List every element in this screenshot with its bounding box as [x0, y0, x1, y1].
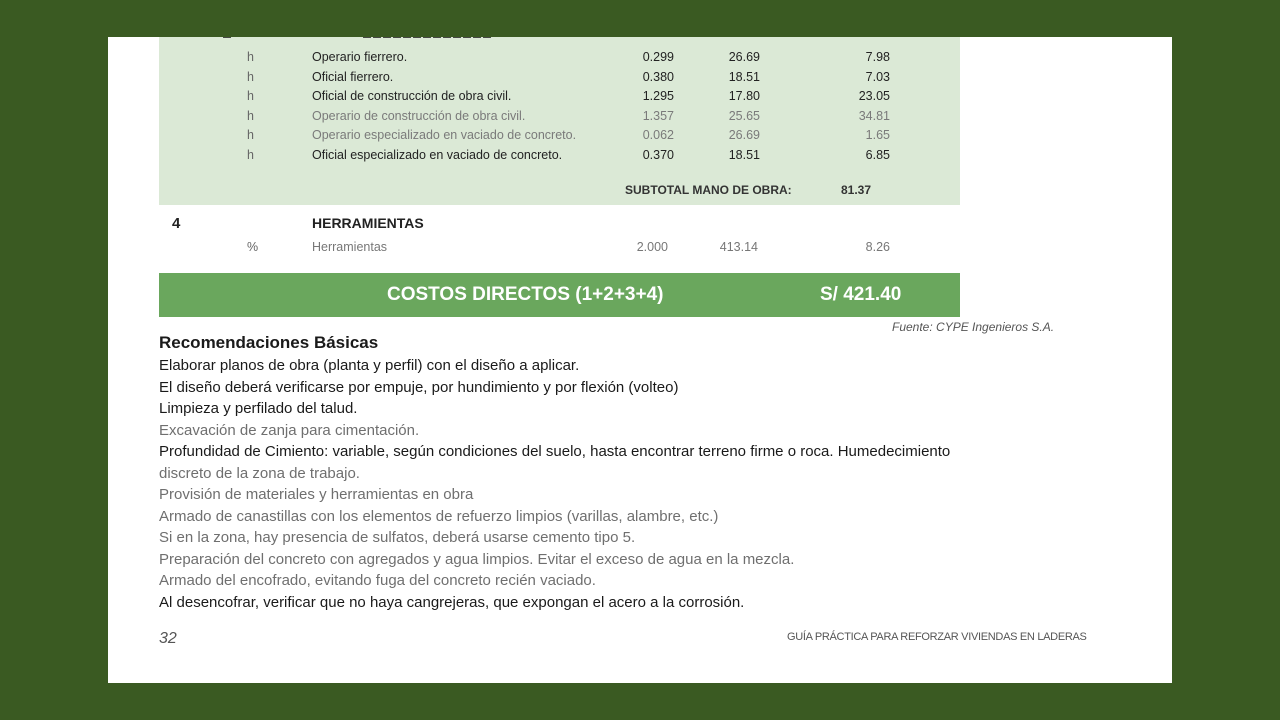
unit-price-cell: 17.80 — [728, 89, 760, 103]
total-cell: 8.26 — [865, 240, 890, 254]
recommendation-item: Limpieza y perfilado del talud. — [159, 400, 358, 417]
unit-cell: h — [247, 89, 254, 103]
direct-costs-value: S/ 421.40 — [820, 284, 902, 305]
unit-cell: h — [247, 147, 254, 162]
labor-row — [108, 70, 1172, 88]
source-note: Fuente: CYPE Ingenieros S.A. — [892, 320, 1055, 334]
labor-row — [108, 89, 1172, 107]
subtotal-value: 81.37 — [841, 183, 872, 197]
description-cell: Herramientas — [312, 240, 388, 254]
page-number: 32 — [159, 630, 177, 647]
labor-row — [108, 50, 1172, 68]
unit-price-cell: 26.69 — [728, 50, 760, 64]
unit-price-cell: 413.14 — [719, 240, 758, 254]
direct-costs-label: COSTOS DIRECTOS (1+2+3+4) — [387, 284, 664, 305]
labor-row — [108, 109, 1172, 127]
description-cell: Operario especializado en vaciado de concreto. — [312, 128, 577, 142]
unit-price-cell: 18.51 — [728, 69, 760, 84]
recommendation-item: Si en la zona, hay presencia de sulfatos, deberá usarse cemento tipo 5. — [159, 529, 636, 546]
total-cell: 34.81 — [858, 108, 890, 123]
total-cell: 6.85 — [865, 147, 890, 162]
recommendation-item: El diseño deberá verificarse por empuje, por hundimiento y por flexión (volteo) — [159, 378, 679, 396]
description-cell: Oficial de construcción de obra civil. — [312, 89, 512, 103]
unit-cell: % — [247, 240, 259, 254]
description-cell: Oficial fierrero. — [312, 69, 394, 84]
recommendation-item: Provisión de materiales y herramientas en obra — [159, 486, 474, 503]
labor-row — [108, 148, 1172, 166]
description-cell: Operario fierrero. — [312, 50, 408, 64]
recommendation-item: Armado de canastillas con los elementos de refuerzo limpios (varillas, alambre, etc.) — [159, 507, 719, 525]
quantity-cell: 1.357 — [642, 108, 674, 123]
quantity-cell: 0.370 — [642, 147, 674, 162]
quantity-cell: 0.062 — [642, 128, 674, 142]
quantity-cell: 2.000 — [636, 240, 668, 254]
quantity-cell: 0.299 — [642, 50, 674, 64]
unit-price-cell: 26.69 — [728, 128, 760, 142]
recommendations-list — [159, 355, 1119, 613]
document-page — [108, 37, 1172, 683]
recommendation-item: discreto de la zona de trabajo. — [159, 464, 360, 482]
footer-title: GUÍA PRÁCTICA PARA REFORZAR VIVIENDAS EN LADERAS — [787, 631, 1087, 643]
recommendation-item: Excavación de zanja para cimentación. — [159, 421, 420, 439]
unit-price-cell: 18.51 — [728, 147, 760, 162]
description-cell: Oficial especializado en vaciado de concreto. — [312, 147, 563, 162]
unit-cell: h — [247, 50, 254, 64]
total-cell: 23.05 — [858, 89, 890, 103]
recommendation-item: Profundidad de Cimiento: variable, según condiciones del suelo, hasta encontrar terreno firme o roca. Humedecimiento — [159, 443, 951, 460]
recommendation-item: Al desencofrar, verificar que no haya cangrejeras, que expongan el acero a la corrosión. — [159, 593, 745, 611]
recommendation-item: Elaborar planos de obra (planta y perfil) con el diseño a aplicar. — [159, 357, 580, 374]
total-cell: 7.98 — [865, 50, 890, 64]
unit-cell: h — [247, 69, 254, 84]
subtotal-label: SUBTOTAL MANO DE OBRA: — [625, 183, 792, 197]
recommendation-item: Preparación del concreto con agregados y agua limpios. Evitar el exceso de agua en la mezcla. — [159, 550, 795, 568]
cropped-section-title — [363, 37, 493, 38]
direct-costs-bar — [159, 273, 960, 317]
unit-cell: h — [247, 128, 254, 142]
unit-price-cell: 25.65 — [728, 108, 760, 123]
labor-row — [108, 128, 1172, 146]
total-cell: 1.65 — [865, 128, 890, 142]
section-number: 4 — [172, 215, 181, 232]
tools-row — [108, 240, 1172, 258]
unit-cell: h — [247, 108, 254, 123]
total-cell: 7.03 — [865, 69, 890, 84]
quantity-cell: 0.380 — [642, 69, 674, 84]
cropped-section-number — [223, 37, 231, 38]
recommendation-item: Armado del encofrado, evitando fuga del concreto recién vaciado. — [159, 572, 596, 589]
section-title: HERRAMIENTAS — [312, 215, 424, 231]
quantity-cell: 1.295 — [642, 89, 674, 103]
recommendations-title: Recomendaciones Básicas — [159, 333, 379, 352]
description-cell: Operario de construcción de obra civil. — [312, 108, 526, 123]
